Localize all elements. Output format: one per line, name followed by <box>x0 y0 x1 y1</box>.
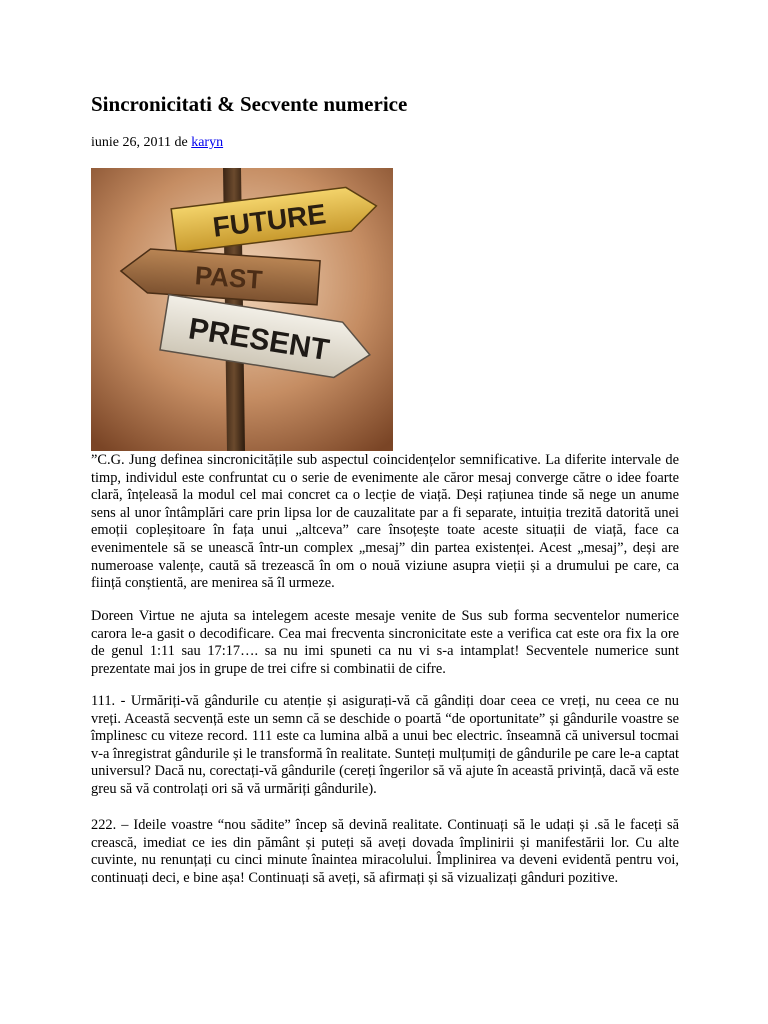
paragraph-doreen-virtue: Doreen Virtue ne ajuta sa intelegem aceste mesaje venite de Sus sub forma secventelor numerice carora le-a gasit o decodificare. Cea mai frecventa sincronicitate este a verifica cat este ora fix la ore de genul 1:11 sau 17:17…. sa nu imi spuneti ca nu vi s-a intamplat! Secventele numerice sunt prezentate mai jos in grupe de trei cifre si combinatii de cifre. <box>91 608 679 677</box>
article-meta <box>91 135 223 151</box>
paragraph-222: 222. – Ideile voastre “nou sădite” încep să devină realitate. Continuați să le udați și .să le faceți să crească, imediat ce ies din pământ și puteți să aveți dovada împlinirii și manifestării lor. Cu alte cuvinte, nu renunțați cu cinci minute înaintea miracolului. Împlinirea va deveni evidentă pentru voi, continuați deci, e bine așa! Continuați să aveți, să afirmați și să vizualizați gânduri pozitive. <box>91 817 679 886</box>
author-link[interactable]: karyn <box>191 135 224 150</box>
future-sign-label: FUTURE <box>211 198 328 243</box>
present-sign-label: PRESENT <box>186 312 332 368</box>
article-title: Sincronicitati & Secvente numerice <box>91 92 408 116</box>
past-sign-label: PAST <box>194 260 264 295</box>
article-date: iunie 26, 2011 <box>91 135 171 150</box>
paragraph-jung: ”C.G. Jung definea sincronicitățile sub aspectul coincidențelor semnificative. La diferite intervale de timp, individul este confruntat cu o serie de evenimente ale căror mesaj converge către o idee foarte clară, înțeleasă la modul cel mai concret ca o lecție de viață. Deși rațiunea tinde să nege un anume sens al unor întâmplări care prin lipsa lor de cauzalitate par a fi separate, intuiția trezită datorită unei emoții copleșitoare în fața unui „altceva” care însoțește toate aceste situații de viață, face ca evenimentele să se unească într-un complex „mesaj” din partea existenței. Acest „mesaj”, deși are numeroase valențe, caută să trezească în om o nouă viziune asupra vieții și a drumului pe care, ca ființă conștientă, are menirea să îl urmeze. <box>91 452 679 592</box>
signpost-image <box>91 168 393 451</box>
paragraph-111: 111. - Urmăriți-vă gândurile cu atenție și asigurați-vă că gândiți doar ceea ce vreți, nu ceea ce nu vreți. Această secvență este un semn că se deschide o poartă “de oportunitate” și gândurile voastre se împlinesc cu viteze record. 111 este ca lumina albă a unui bec electric. înseamnă că universul tocmai v-a înregistrat gândurile și le transformă în realitate. Sunteți mulțumiți de gândurile pe care le-a captat universul? Dacă nu, corectați-vă gândurile (cereți îngerilor să vă ajute în această privință, dacă vă este greu să vă controlați ori să vă urmăriți gândurile). <box>91 693 679 797</box>
article-by: de <box>174 135 188 150</box>
